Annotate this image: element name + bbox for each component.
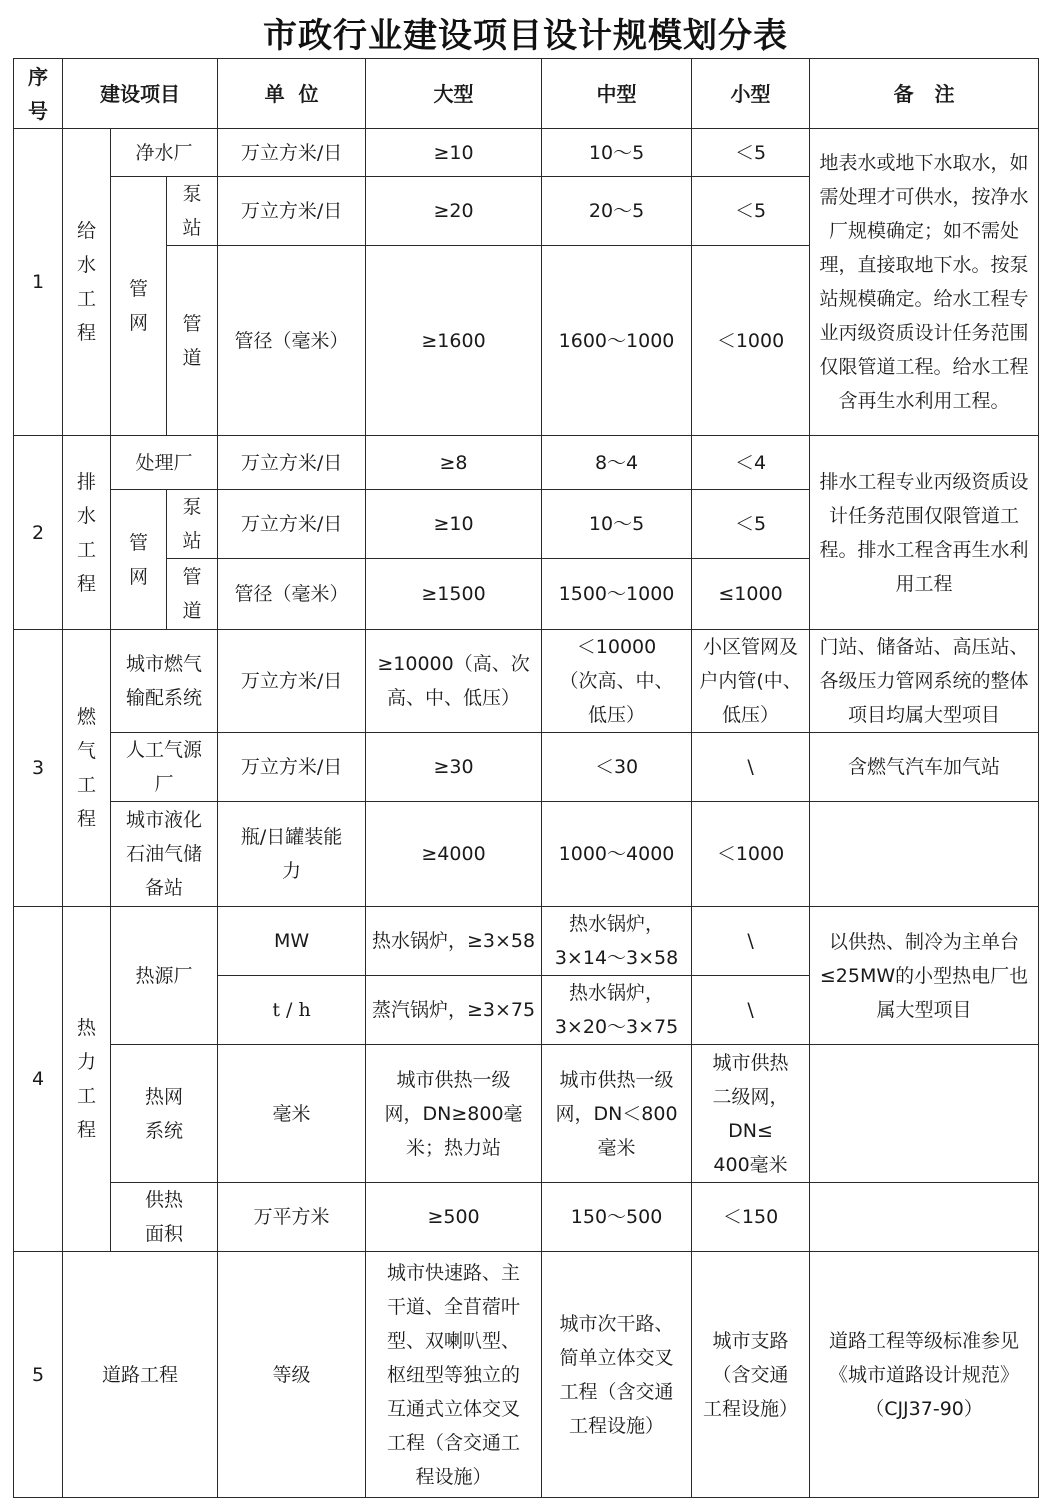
- large-cell: ≥10: [366, 490, 542, 559]
- table-row: [14, 1183, 1039, 1252]
- header-remark: 备 注: [810, 59, 1039, 129]
- unit-cell: 管径（毫米）: [218, 246, 366, 436]
- remark-cell: [810, 1183, 1039, 1252]
- small-cell: ＜5: [692, 490, 810, 559]
- medium-cell: 150～500: [542, 1183, 692, 1252]
- small-cell: \: [692, 733, 810, 802]
- unit-cell: 万立方米/日: [218, 177, 366, 246]
- header-small: 小型: [692, 59, 810, 129]
- small-cell: \: [692, 976, 810, 1045]
- large-cell: ≥1500: [366, 559, 542, 630]
- item-cell: 泵 站: [167, 177, 218, 246]
- group-seq: 3: [14, 630, 63, 907]
- group-seq: 2: [14, 436, 63, 630]
- small-cell: ＜150: [692, 1183, 810, 1252]
- remark-cell: [810, 802, 1039, 907]
- header-seq: 序 号: [14, 59, 63, 129]
- header-medium: 中型: [542, 59, 692, 129]
- small-cell: ＜1000: [692, 246, 810, 436]
- small-cell: ＜4: [692, 436, 810, 490]
- remark-cell: 地表水或地下水取水，如需处理才可供水，按净水厂规模确定；如不需处理，直接取地下水。按泵站规模确定。给水工程专业丙级资质设计任务范围仅限管道工程。给水工程含再生水利用工程。: [810, 129, 1039, 436]
- medium-cell: 城市供热一级 网，DN＜800 毫米: [542, 1045, 692, 1183]
- item-cell: 管 道: [167, 246, 218, 436]
- subgroup-cell: 管 网: [111, 490, 167, 630]
- header-project: 建设项目: [63, 59, 218, 129]
- remark-cell: [810, 1045, 1039, 1183]
- unit-cell: 毫米: [218, 1045, 366, 1183]
- table-row: [14, 733, 1039, 802]
- large-cell: ≥30: [366, 733, 542, 802]
- small-cell: 小区管网及 户内管(中、 低压）: [692, 630, 810, 733]
- item-cell: 城市燃气 输配系统: [111, 630, 218, 733]
- group-seq: 1: [14, 129, 63, 436]
- table-row: [14, 802, 1039, 907]
- unit-cell: 万立方米/日: [218, 630, 366, 733]
- group-name: 热 力 工 程: [63, 907, 111, 1252]
- medium-cell: 1600～1000: [542, 246, 692, 436]
- medium-cell: 20～5: [542, 177, 692, 246]
- table-row: [14, 630, 1039, 733]
- item-cell: 管 道: [167, 559, 218, 630]
- header-row: [14, 59, 1039, 129]
- group-name: 给 水 工 程: [63, 129, 111, 436]
- large-cell: 城市供热一级 网，DN≥800毫 米；热力站: [366, 1045, 542, 1183]
- table-row: [14, 907, 1039, 976]
- medium-cell: 1500～1000: [542, 559, 692, 630]
- small-cell: \: [692, 907, 810, 976]
- small-cell: 城市支路 （含交通 工程设施）: [692, 1252, 810, 1498]
- large-cell: ≥20: [366, 177, 542, 246]
- item-cell: 泵 站: [167, 490, 218, 559]
- unit-cell: 等级: [218, 1252, 366, 1498]
- item-cell: 处理厂: [111, 436, 218, 490]
- table-row: [14, 129, 1039, 177]
- small-cell: ＜1000: [692, 802, 810, 907]
- table-row: [14, 436, 1039, 490]
- large-cell: ≥4000: [366, 802, 542, 907]
- medium-cell: 8～4: [542, 436, 692, 490]
- unit-cell: 万立方米/日: [218, 733, 366, 802]
- large-cell: ≥10000（高、次 高、中、低压）: [366, 630, 542, 733]
- large-cell: ≥1600: [366, 246, 542, 436]
- large-cell: 城市快速路、主 干道、全苜蓿叶 型、双喇叭型、 枢纽型等独立的 互通式立体交叉 工程（含交通工 程设施）: [366, 1252, 542, 1498]
- remark-cell: 门站、储备站、高压站、各级压力管网系统的整体项目均属大型项目: [810, 630, 1039, 733]
- group-name: 排 水 工 程: [63, 436, 111, 630]
- header-large: 大型: [366, 59, 542, 129]
- unit-cell: 瓶/日罐装能 力: [218, 802, 366, 907]
- item-cell: 人工气源 厂: [111, 733, 218, 802]
- item-cell: 供热 面积: [111, 1183, 218, 1252]
- large-cell: ≥10: [366, 129, 542, 177]
- large-cell: 热水锅炉，≥3×58: [366, 907, 542, 976]
- item-cell: 净水厂: [111, 129, 218, 177]
- item-cell: 城市液化 石油气储 备站: [111, 802, 218, 907]
- remark-cell: 道路工程等级标准参见《城市道路设计规范》（CJJ37-90）: [810, 1252, 1039, 1498]
- item-cell: 热网 系统: [111, 1045, 218, 1183]
- small-cell: 城市供热 二级网， DN≤ 400毫米: [692, 1045, 810, 1183]
- header-unit: 单 位: [218, 59, 366, 129]
- page-title: 市政行业建设项目设计规模划分表: [263, 16, 788, 56]
- large-cell: ≥500: [366, 1183, 542, 1252]
- design-scale-table: [13, 58, 1039, 1498]
- group-name: 燃 气 工 程: [63, 630, 111, 907]
- small-cell: ≤1000: [692, 559, 810, 630]
- remark-cell: 含燃气汽车加气站: [810, 733, 1039, 802]
- table-row: [14, 1045, 1039, 1183]
- remark-cell: 以供热、制冷为主单台≤25MW的小型热电厂也属大型项目: [810, 907, 1039, 1045]
- medium-cell: ＜30: [542, 733, 692, 802]
- unit-cell: 万平方米: [218, 1183, 366, 1252]
- unit-cell: 万立方米/日: [218, 490, 366, 559]
- medium-cell: 热水锅炉， 3×14～3×58: [542, 907, 692, 976]
- remark-cell: 排水工程专业丙级资质设计任务范围仅限管道工程。排水工程含再生水利用工程: [810, 436, 1039, 630]
- small-cell: ＜5: [692, 129, 810, 177]
- small-cell: ＜5: [692, 177, 810, 246]
- medium-cell: 城市次干路、 简单立体交叉 工程（含交通 工程设施）: [542, 1252, 692, 1498]
- medium-cell: ＜10000 （次高、中、 低压）: [542, 630, 692, 733]
- medium-cell: 热水锅炉， 3×20～3×75: [542, 976, 692, 1045]
- group-seq: 5: [14, 1252, 63, 1498]
- unit-cell: MW: [218, 907, 366, 976]
- subgroup-cell: 管 网: [111, 177, 167, 436]
- medium-cell: 10～5: [542, 490, 692, 559]
- unit-cell: t / h: [218, 976, 366, 1045]
- group-seq: 4: [14, 907, 63, 1252]
- large-cell: ≥8: [366, 436, 542, 490]
- medium-cell: 1000～4000: [542, 802, 692, 907]
- unit-cell: 万立方米/日: [218, 436, 366, 490]
- medium-cell: 10～5: [542, 129, 692, 177]
- unit-cell: 管径（毫米）: [218, 559, 366, 630]
- large-cell: 蒸汽锅炉，≥3×75: [366, 976, 542, 1045]
- unit-cell: 万立方米/日: [218, 129, 366, 177]
- item-cell: 热源厂: [111, 907, 218, 1045]
- table-row: [14, 1252, 1039, 1498]
- group-name: 道路工程: [63, 1252, 218, 1498]
